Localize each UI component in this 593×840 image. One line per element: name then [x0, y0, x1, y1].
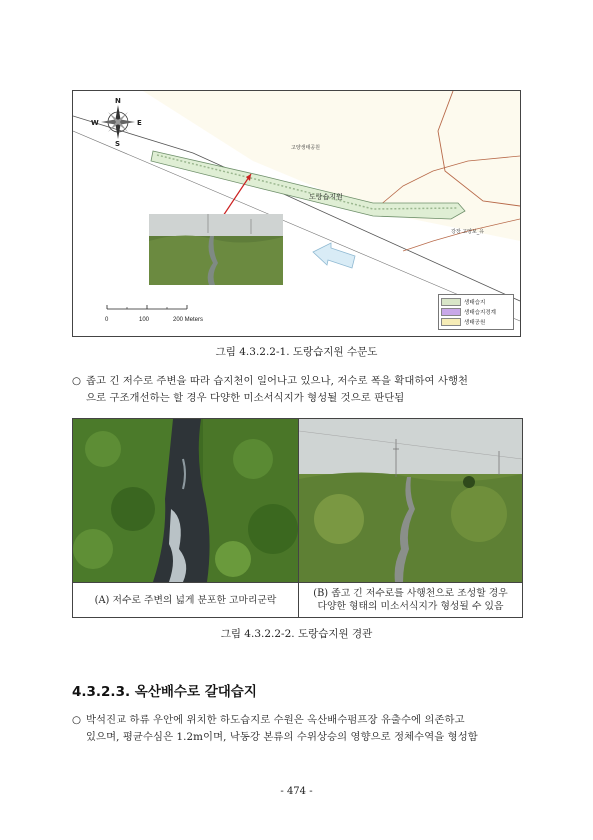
- photo-a: [73, 419, 299, 582]
- section-heading: 4.3.2.3. 옥산배수로 갈대습지: [72, 684, 257, 700]
- photo-a-caption: (A) 저수로 주변의 넓게 분포한 고마리군락: [73, 582, 299, 617]
- park-area-label: 고양생태공원: [291, 145, 320, 151]
- paragraph-1-line-2: [72, 390, 532, 407]
- photo-b-caption: [299, 582, 522, 617]
- legend-item: [441, 317, 511, 327]
- compass-n-label: N: [115, 97, 121, 105]
- paragraph-2: [72, 712, 534, 746]
- paragraph-2-line-2: [72, 729, 534, 746]
- paragraph-2-line-1: [72, 712, 534, 729]
- paragraph-1: [72, 373, 532, 407]
- inset-photo: [149, 214, 283, 285]
- photo-a-image: [73, 419, 298, 582]
- site-name-label: 도랑습지원: [309, 193, 343, 201]
- bullet-icon: ○: [72, 714, 82, 726]
- map-legend: [438, 294, 514, 330]
- compass-w-label: W: [91, 119, 99, 127]
- paragraph-1-text-2: 으로 구조개선하는 할 경우 다양한 미소서식지가 형성될 것으로 판단됨: [86, 392, 405, 404]
- paragraph-1-line-1: [72, 373, 532, 390]
- legend-label: 생태공원: [464, 320, 486, 326]
- legend-item: [441, 297, 511, 307]
- figure2-caption: 그림 4.3.2.2-2. 도랑습지원 경관: [220, 628, 373, 640]
- legend-label: 생태습지: [464, 300, 486, 306]
- photo-b-caption-line-1: (B) 좁고 긴 저수로를 사행천으로 조성할 경우: [313, 588, 508, 599]
- scale-tick-100: 100: [139, 317, 150, 323]
- map-figure: [72, 90, 521, 337]
- figure1-caption: 그림 4.3.2.2-1. 도랑습지원 수문도: [215, 346, 378, 358]
- photo-b-caption-line-2: 다양한 형태의 미소서식지가 형성될 수 있음: [317, 601, 504, 612]
- legend-item: [441, 307, 511, 317]
- photo-table: [72, 418, 523, 618]
- page-number: - 474 -: [280, 786, 313, 797]
- paragraph-2-text-1: 박석진교 하류 우안에 위치한 하도습지로 수원은 옥산배수펌프장 유출수에 의존하고: [86, 714, 465, 726]
- paragraph-1-text-1: 좁고 긴 저수로 주변을 따라 습지천이 일어나고 있으나, 저수로 폭을 확대하여 사행천: [86, 375, 469, 387]
- photo-b: [299, 419, 522, 582]
- photo-b-image: [299, 419, 522, 582]
- legend-swatch-wetland: [441, 298, 461, 306]
- legend-label: 생태습지경계: [464, 310, 496, 316]
- paragraph-2-text-2: 있으며, 평균수심은 1.2m이며, 낙동강 본류의 수위상승의 영향으로 정체수역을 형성함: [86, 731, 478, 743]
- scale-tick-0: 0: [105, 317, 109, 323]
- scale-tick-200: 200 Meters: [173, 317, 204, 323]
- bullet-icon: ○: [72, 375, 82, 387]
- lower-right-area-label: 강장 고양보_유: [451, 229, 485, 235]
- legend-swatch-park: [441, 318, 461, 326]
- legend-swatch-boundary: [441, 308, 461, 316]
- compass-e-label: E: [137, 119, 142, 127]
- compass-s-label: S: [115, 140, 121, 148]
